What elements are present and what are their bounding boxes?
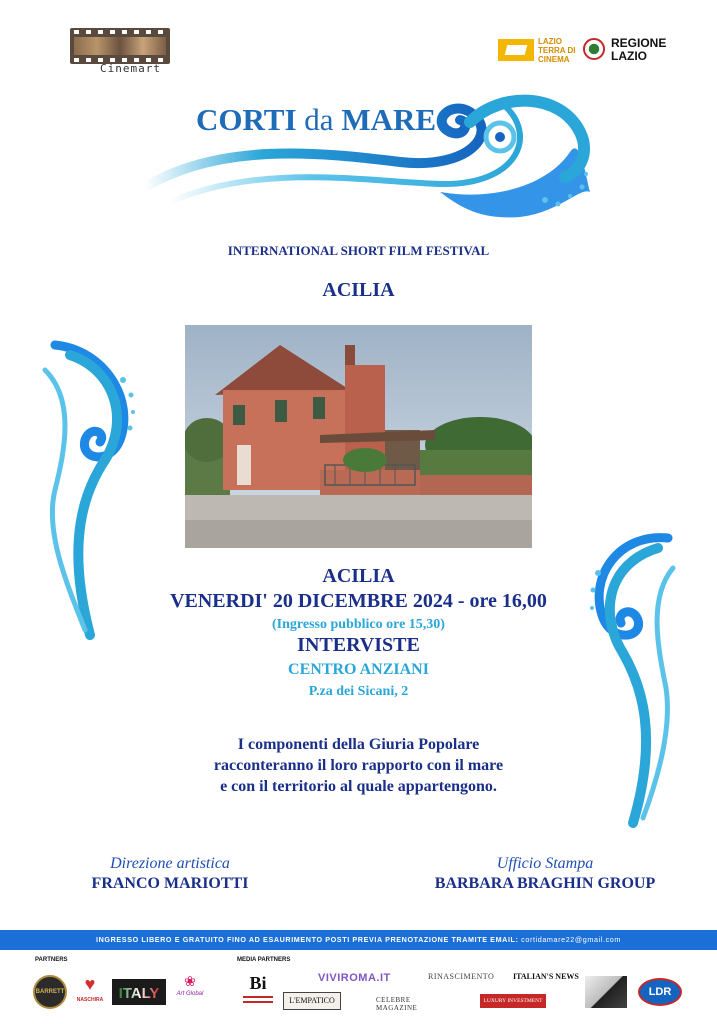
partner-logo-italy xyxy=(112,979,166,1005)
event-date-time: VENERDI' 20 DICEMBRE 2024 - ore 16,00 xyxy=(170,590,547,612)
regione-lazio-logo xyxy=(583,36,673,64)
media-logo-celebre-magazine: CELEBRE MAGAZINE xyxy=(376,996,418,1012)
festival-title xyxy=(196,102,436,138)
press-label: Ufficio Stampa xyxy=(496,855,594,872)
festival-subtitle: INTERNATIONAL SHORT FILM FESTIVAL xyxy=(227,243,490,258)
cinemart-logo xyxy=(70,28,172,76)
title-mare: MARE xyxy=(341,102,437,137)
title-da: da xyxy=(296,102,342,137)
film-strip-icon xyxy=(70,28,170,64)
festival-location: ACILIA xyxy=(322,279,395,301)
media-partners-label: MEDIA PARTNERS xyxy=(237,957,291,963)
partner-logo-barrett: BARRETT xyxy=(33,975,67,1009)
heart-icon: ♥ xyxy=(84,974,96,994)
description-line: racconteranno il loro rapporto con il mare xyxy=(213,757,504,774)
description xyxy=(0,734,717,797)
event-entry-note: (Ingresso pubblico ore 15,30) xyxy=(272,617,445,632)
banner-text: INGRESSO LIBERO E GRATUITO FINO AD ESAURIMENTO POSTI PREVIA PRENOTAZIONE TRAMITE EMAIL: xyxy=(96,935,519,944)
lazio-cinema-emblem-icon xyxy=(498,39,534,61)
naschira-text: NASCHIRA xyxy=(76,997,104,1003)
regione-emblem-icon xyxy=(583,38,605,60)
partner-logo-naschira xyxy=(72,975,108,1009)
direction-label: Direzione artistica xyxy=(110,855,230,872)
media-logo-ldr: LDR xyxy=(638,978,682,1006)
cinemart-text: Cinemart xyxy=(100,62,161,75)
banner-email: cortidamare22@gmail.com xyxy=(521,935,621,944)
art-global-text: Art Global xyxy=(176,991,204,997)
butterfly-icon: ❀ xyxy=(184,973,196,989)
description-line: e con il territorio al quale appartengono. xyxy=(220,778,497,795)
media-logo-abstract-icon xyxy=(585,976,627,1008)
event-place: ACILIA xyxy=(322,565,395,587)
bi-text: Bi xyxy=(249,973,267,993)
media-logo-rinascimento: RINASCIMENTO xyxy=(428,972,495,981)
direction-name: FRANCO MARIOTTI xyxy=(91,875,249,892)
title-corti: CORTI xyxy=(196,102,297,137)
regione-text: REGIONE LAZIO xyxy=(611,36,667,63)
partners-label: PARTNERS xyxy=(35,957,68,963)
media-logo-viviroma: VIVIROMA.IT xyxy=(318,972,391,984)
event-address: P.za dei Sicani, 2 xyxy=(308,684,409,699)
description-line: I componenti della Giuria Popolare xyxy=(237,736,480,753)
lazio-cinema-text: LAZIO TERRA DI CINEMA xyxy=(538,37,576,64)
media-logo-bi xyxy=(240,973,276,1013)
info-banner xyxy=(0,930,717,950)
venue-photo xyxy=(185,325,532,548)
event-venue: CENTRO ANZIANI xyxy=(288,661,429,678)
event-type: INTERVISTE xyxy=(297,634,420,656)
media-logo-italians-news: ITALIAN'S NEWS xyxy=(513,972,579,981)
partner-logo-art-global xyxy=(170,973,210,1011)
lazio-terra-di-cinema-logo xyxy=(498,37,582,65)
italy-text: ITALY xyxy=(118,985,160,1002)
press-name: BARBARA BRAGHIN GROUP xyxy=(434,875,656,892)
media-logo-luxury-investment: LUXURY INVESTMENT xyxy=(480,994,546,1008)
media-logo-lempatico: L'EMPATICO xyxy=(283,992,341,1010)
